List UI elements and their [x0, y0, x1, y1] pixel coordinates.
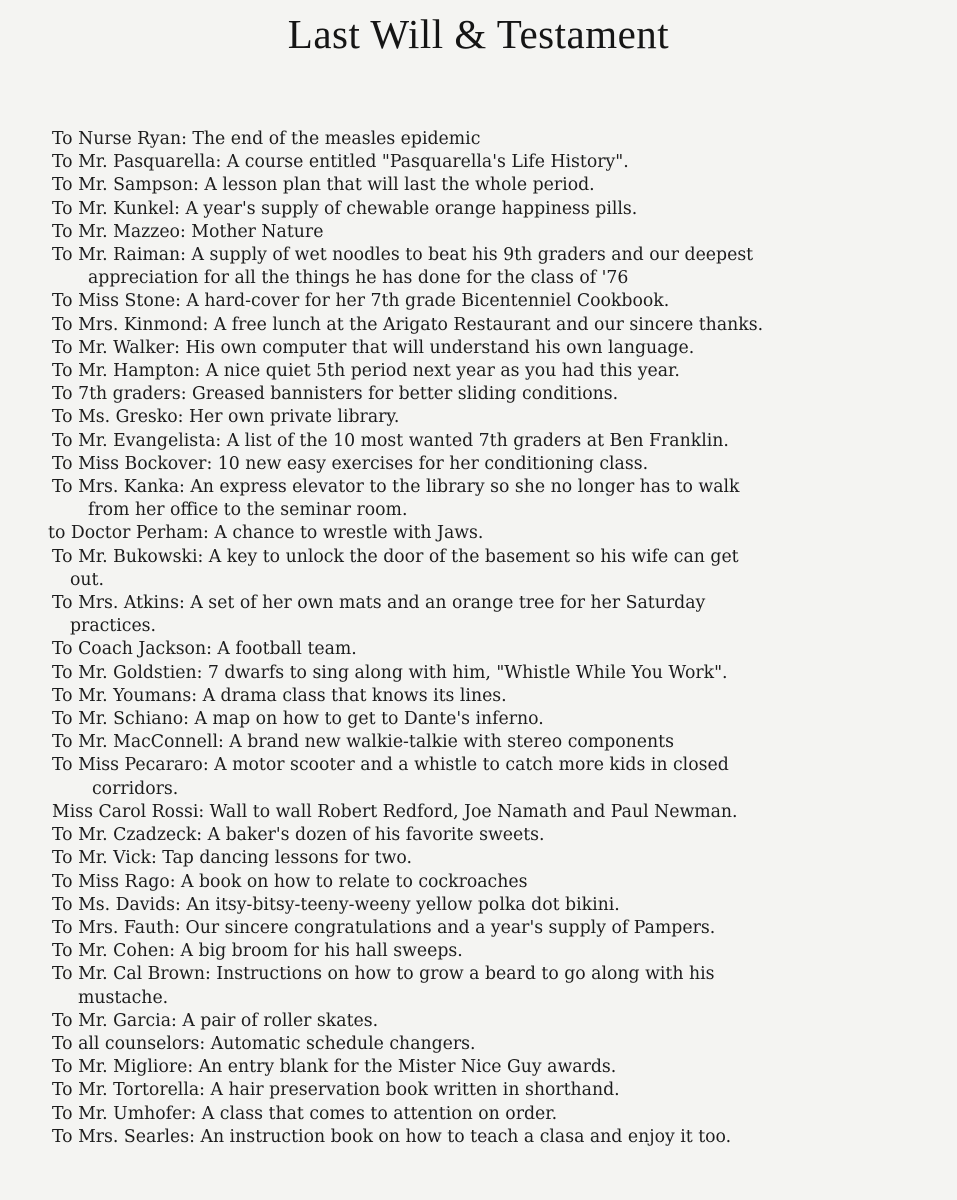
- bequest-entry: [48, 522, 942, 545]
- bequest-entry: [52, 360, 942, 383]
- bequest-text: To Mrs. Kinmond: A free lunch at the Arigato Restaurant and our sincere thanks.: [52, 314, 764, 335]
- bequest-entry: [52, 662, 942, 685]
- bequest-entry: [52, 1126, 942, 1149]
- bequest-text: To Mr. Bukowski: A key to unlock the door of the basement so his wife can get: [52, 546, 739, 567]
- bequest-continuation: from her office to the seminar room.: [88, 500, 408, 521]
- bequest-entry: [52, 128, 942, 151]
- bequest-text: To Mr. Schiano: A map on how to get to Dante's inferno.: [52, 709, 544, 730]
- bequest-entry: [52, 963, 942, 1009]
- bequest-entry: [52, 1056, 942, 1079]
- bequest-text: To Mr. Czadzeck: A baker's dozen of his favorite sweets.: [52, 825, 545, 846]
- bequest-entry: [52, 1079, 942, 1102]
- bequest-text: To Mr. Raiman: A supply of wet noodles to beat his 9th graders and our deepest: [52, 245, 754, 266]
- bequest-text: To Nurse Ryan: The end of the measles epidemic: [52, 129, 481, 149]
- bequest-entry: [52, 1103, 942, 1126]
- bequest-text: To Mrs. Kanka: An express elevator to the library so she no longer has to walk: [52, 477, 740, 498]
- bequest-continuation: practices.: [70, 616, 157, 637]
- bequest-text: To Mrs. Searles: An instruction book on how to teach a clasa and enjoy it too.: [52, 1126, 732, 1147]
- bequest-text: To Mrs. Atkins: A set of her own mats and an orange tree for her Saturday: [52, 593, 706, 614]
- bequest-continuation: corridors.: [92, 778, 179, 799]
- bequest-list: [48, 128, 942, 1149]
- bequest-entry: [52, 940, 942, 963]
- bequest-entry: [52, 871, 942, 894]
- page-title: Last Will & Testament: [287, 11, 670, 57]
- bequest-text: To Ms. Gresko: Her own private library.: [52, 407, 400, 428]
- bequest-entry: [52, 731, 942, 754]
- bequest-entry: [52, 198, 942, 221]
- bequest-entry: [52, 290, 942, 313]
- bequest-text: To Mr. Sampson: A lesson plan that will last the whole period.: [52, 175, 595, 196]
- bequest-entry: [52, 314, 942, 337]
- bequest-text: To Mr. Evangelista: A list of the 10 most wanted 7th graders at Ben Franklin.: [52, 430, 729, 451]
- bequest-entry: [52, 383, 942, 406]
- bequest-text: To Mr. Mazzeo: Mother Nature: [52, 221, 324, 242]
- bequest-entry: [52, 221, 942, 244]
- bequest-text: To Miss Rago: A book on how to relate to cockroaches: [52, 871, 528, 892]
- bequest-entry: [52, 151, 942, 174]
- bequest-text: Miss Carol Rossi: Wall to wall Robert Redford, Joe Namath and Paul Newman.: [52, 801, 738, 822]
- bequest-entry: [52, 685, 942, 708]
- bequest-entry: [52, 453, 942, 476]
- bequest-text: To Mr. Migliore: An entry blank for the Mister Nice Guy awards.: [52, 1057, 617, 1078]
- bequest-entry: [52, 430, 942, 453]
- bequest-text: To Miss Bockover: 10 new easy exercises for her conditioning class.: [52, 453, 649, 474]
- bequest-continuation: appreciation for all the things he has done for the class of '76: [88, 268, 629, 289]
- bequest-entry: [52, 476, 942, 522]
- bequest-text: To Miss Stone: A hard-cover for her 7th grade Bicentenniel Cookbook.: [52, 291, 670, 312]
- bequest-entry: [52, 708, 942, 731]
- bequest-text: To Mr. Kunkel: A year's supply of chewable orange happiness pills.: [52, 198, 638, 219]
- bequest-entry: [52, 1010, 942, 1033]
- bequest-text: To Coach Jackson: A football team.: [52, 639, 357, 660]
- bequest-entry: [52, 244, 942, 290]
- bequest-entry: [52, 1033, 942, 1056]
- bequest-text: To Mr. Pasquarella: A course entitled "Pasquarella's Life History".: [52, 152, 629, 173]
- bequest-text: To Mr. Goldstien: 7 dwarfs to sing along with him, "Whistle While You Work".: [52, 662, 728, 683]
- bequest-text: To Mr. MacConnell: A brand new walkie-talkie with stereo components: [52, 732, 674, 753]
- bequest-entry: [52, 917, 942, 940]
- bequest-continuation: mustache.: [78, 987, 169, 1008]
- bequest-entry: [52, 638, 942, 661]
- bequest-text: To Mr. Youmans: A drama class that knows its lines.: [52, 685, 507, 706]
- bequest-entry: [52, 824, 942, 847]
- bequest-text: To Mrs. Fauth: Our sincere congratulations and a year's supply of Pampers.: [52, 917, 716, 938]
- bequest-entry: [52, 174, 942, 197]
- bequest-text: To Ms. Davids: An itsy-bitsy-teeny-weeny yellow polka dot bikini.: [52, 894, 620, 915]
- bequest-continuation: out.: [70, 569, 104, 590]
- bequest-text: To all counselors: Automatic schedule changers.: [52, 1033, 476, 1054]
- bequest-entry: [52, 754, 942, 800]
- bequest-text: To Mr. Vick: Tap dancing lessons for two.: [52, 848, 412, 869]
- bequest-text: To Miss Pecararo: A motor scooter and a whistle to catch more kids in closed: [52, 755, 729, 776]
- bequest-text: To Mr. Cohen: A big broom for his hall sweeps.: [52, 941, 463, 962]
- bequest-entry: [52, 337, 942, 360]
- bequest-entry: [52, 592, 942, 638]
- bequest-text: To Mr. Walker: His own computer that will understand his own language.: [52, 337, 695, 358]
- bequest-text: to Doctor Perham: A chance to wrestle with Jaws.: [48, 523, 484, 544]
- bequest-entry: [52, 406, 942, 429]
- bequest-entry: [52, 546, 942, 592]
- bequest-entry: [52, 894, 942, 917]
- bequest-text: To Mr. Hampton: A nice quiet 5th period next year as you had this year.: [52, 361, 680, 382]
- bequest-entry: [52, 801, 942, 824]
- bequest-text: To Mr. Umhofer: A class that comes to attention on order.: [52, 1103, 558, 1124]
- bequest-text: To Mr. Garcia: A pair of roller skates.: [52, 1010, 379, 1031]
- bequest-text: To 7th graders: Greased bannisters for better sliding conditions.: [52, 384, 619, 405]
- bequest-text: To Mr. Cal Brown: Instructions on how to grow a beard to go along with his: [52, 964, 715, 985]
- bequest-text: To Mr. Tortorella: A hair preservation book written in shorthand.: [52, 1080, 620, 1101]
- bequest-entry: [52, 847, 942, 870]
